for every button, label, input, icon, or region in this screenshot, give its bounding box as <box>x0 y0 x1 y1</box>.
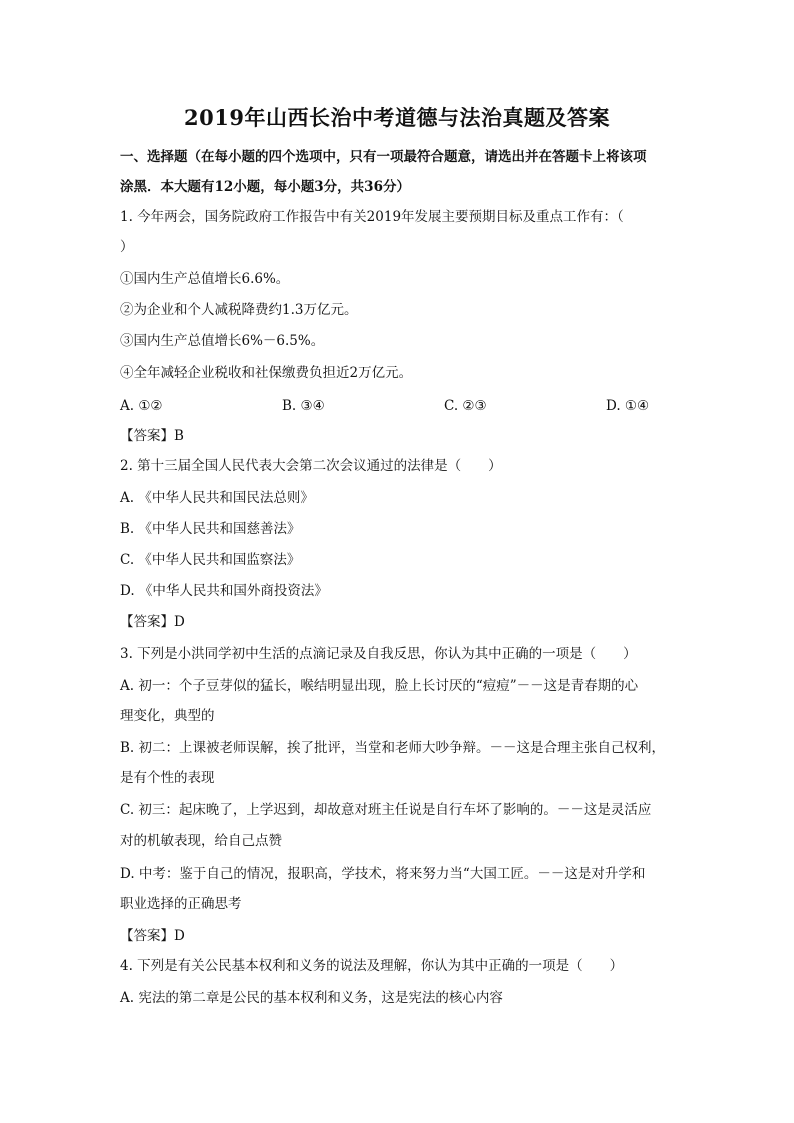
q3-option-a-line-1: A. 初一：个子豆芽似的猛长，喉结明显出现，脸上长讨厌的“痘痘”－－这是青春期的心 <box>120 678 639 694</box>
q2-option-c: C. 《中华人民共和国监察法》 <box>120 552 301 568</box>
section-heading-line-1: 一、选择题（在每小题的四个选项中，只有一项最符合题意，请选出并在答题卡上将该项 <box>120 149 647 165</box>
q1-option-b: B. ③④ <box>282 398 325 414</box>
document-title: 2019年山西长治中考道德与法治真题及答案 <box>184 105 610 130</box>
q2-option-b: B. 《中华人民共和国慈善法》 <box>120 521 301 537</box>
q4-stem: 4. 下列是有关公民基本权利和义务的说法及理解，你认为其中正确的一项是（ ） <box>120 958 624 974</box>
q3-option-d-line-2: 职业选择的正确思考 <box>120 896 242 912</box>
q3-answer: 【答案】D <box>120 928 185 944</box>
q3-option-c-line-1: C. 初三：起床晚了，上学迟到，却故意对班主任说是自行车坏了影响的。－－这是灵活应 <box>120 802 652 818</box>
q3-stem: 3. 下列是小洪同学初中生活的点滴记录及自我反思，你认为其中正确的一项是（ ） <box>120 646 637 662</box>
q2-option-a: A. 《中华人民共和国民法总则》 <box>120 490 314 506</box>
q2-answer: 【答案】D <box>120 614 185 630</box>
q1-stem-line-2: ） <box>120 239 134 255</box>
q3-option-b-line-2: 是有个性的表现 <box>120 770 215 786</box>
q1-option-d: D. ①④ <box>606 398 650 414</box>
q1-answer: 【答案】B <box>120 428 184 444</box>
q3-option-b-line-1: B. 初二：上课被老师误解，挨了批评，当堂和老师大吵争辩。－－这是合理主张自己权利， <box>120 740 666 756</box>
q2-stem: 2. 第十三届全国人民代表大会第二次会议通过的法律是（ ） <box>120 458 502 474</box>
q1-item-1: ①国内生产总值增长6.6%。 <box>120 271 290 287</box>
q4-option-a-line-1: A. 宪法的第二章是公民的基本权利和义务，这是宪法的核心内容 <box>120 990 503 1006</box>
q1-stem-line-1: 1. 今年两会，国务院政府工作报告中有关2019年发展主要预期目标及重点工作有：（ <box>120 209 624 225</box>
q3-option-a-line-2: 理变化，典型的 <box>120 708 215 724</box>
q1-item-2: ②为企业和个人减税降费约1.3万亿元。 <box>120 302 358 318</box>
q1-option-a: A. ①② <box>120 398 163 414</box>
q1-item-3: ③国内生产总值增长6%－6.5%。 <box>120 333 325 349</box>
q3-option-d-line-1: D. 中考：鉴于自己的情况，报职高，学技术，将来努力当“大国工匠。－－这是对升学和 <box>120 866 646 882</box>
q1-option-c: C. ②③ <box>444 398 487 414</box>
q2-option-d: D. 《中华人民共和国外商投资法》 <box>120 583 328 599</box>
q3-option-c-line-2: 对的机敏表现，给自己点赞 <box>120 833 282 849</box>
section-heading-line-2: 涂黑．本大题有12小题，每小题3分，共36分） <box>120 179 410 195</box>
q1-item-4: ④全年减轻企业税收和社保缴费负担近2万亿元。 <box>120 365 413 381</box>
